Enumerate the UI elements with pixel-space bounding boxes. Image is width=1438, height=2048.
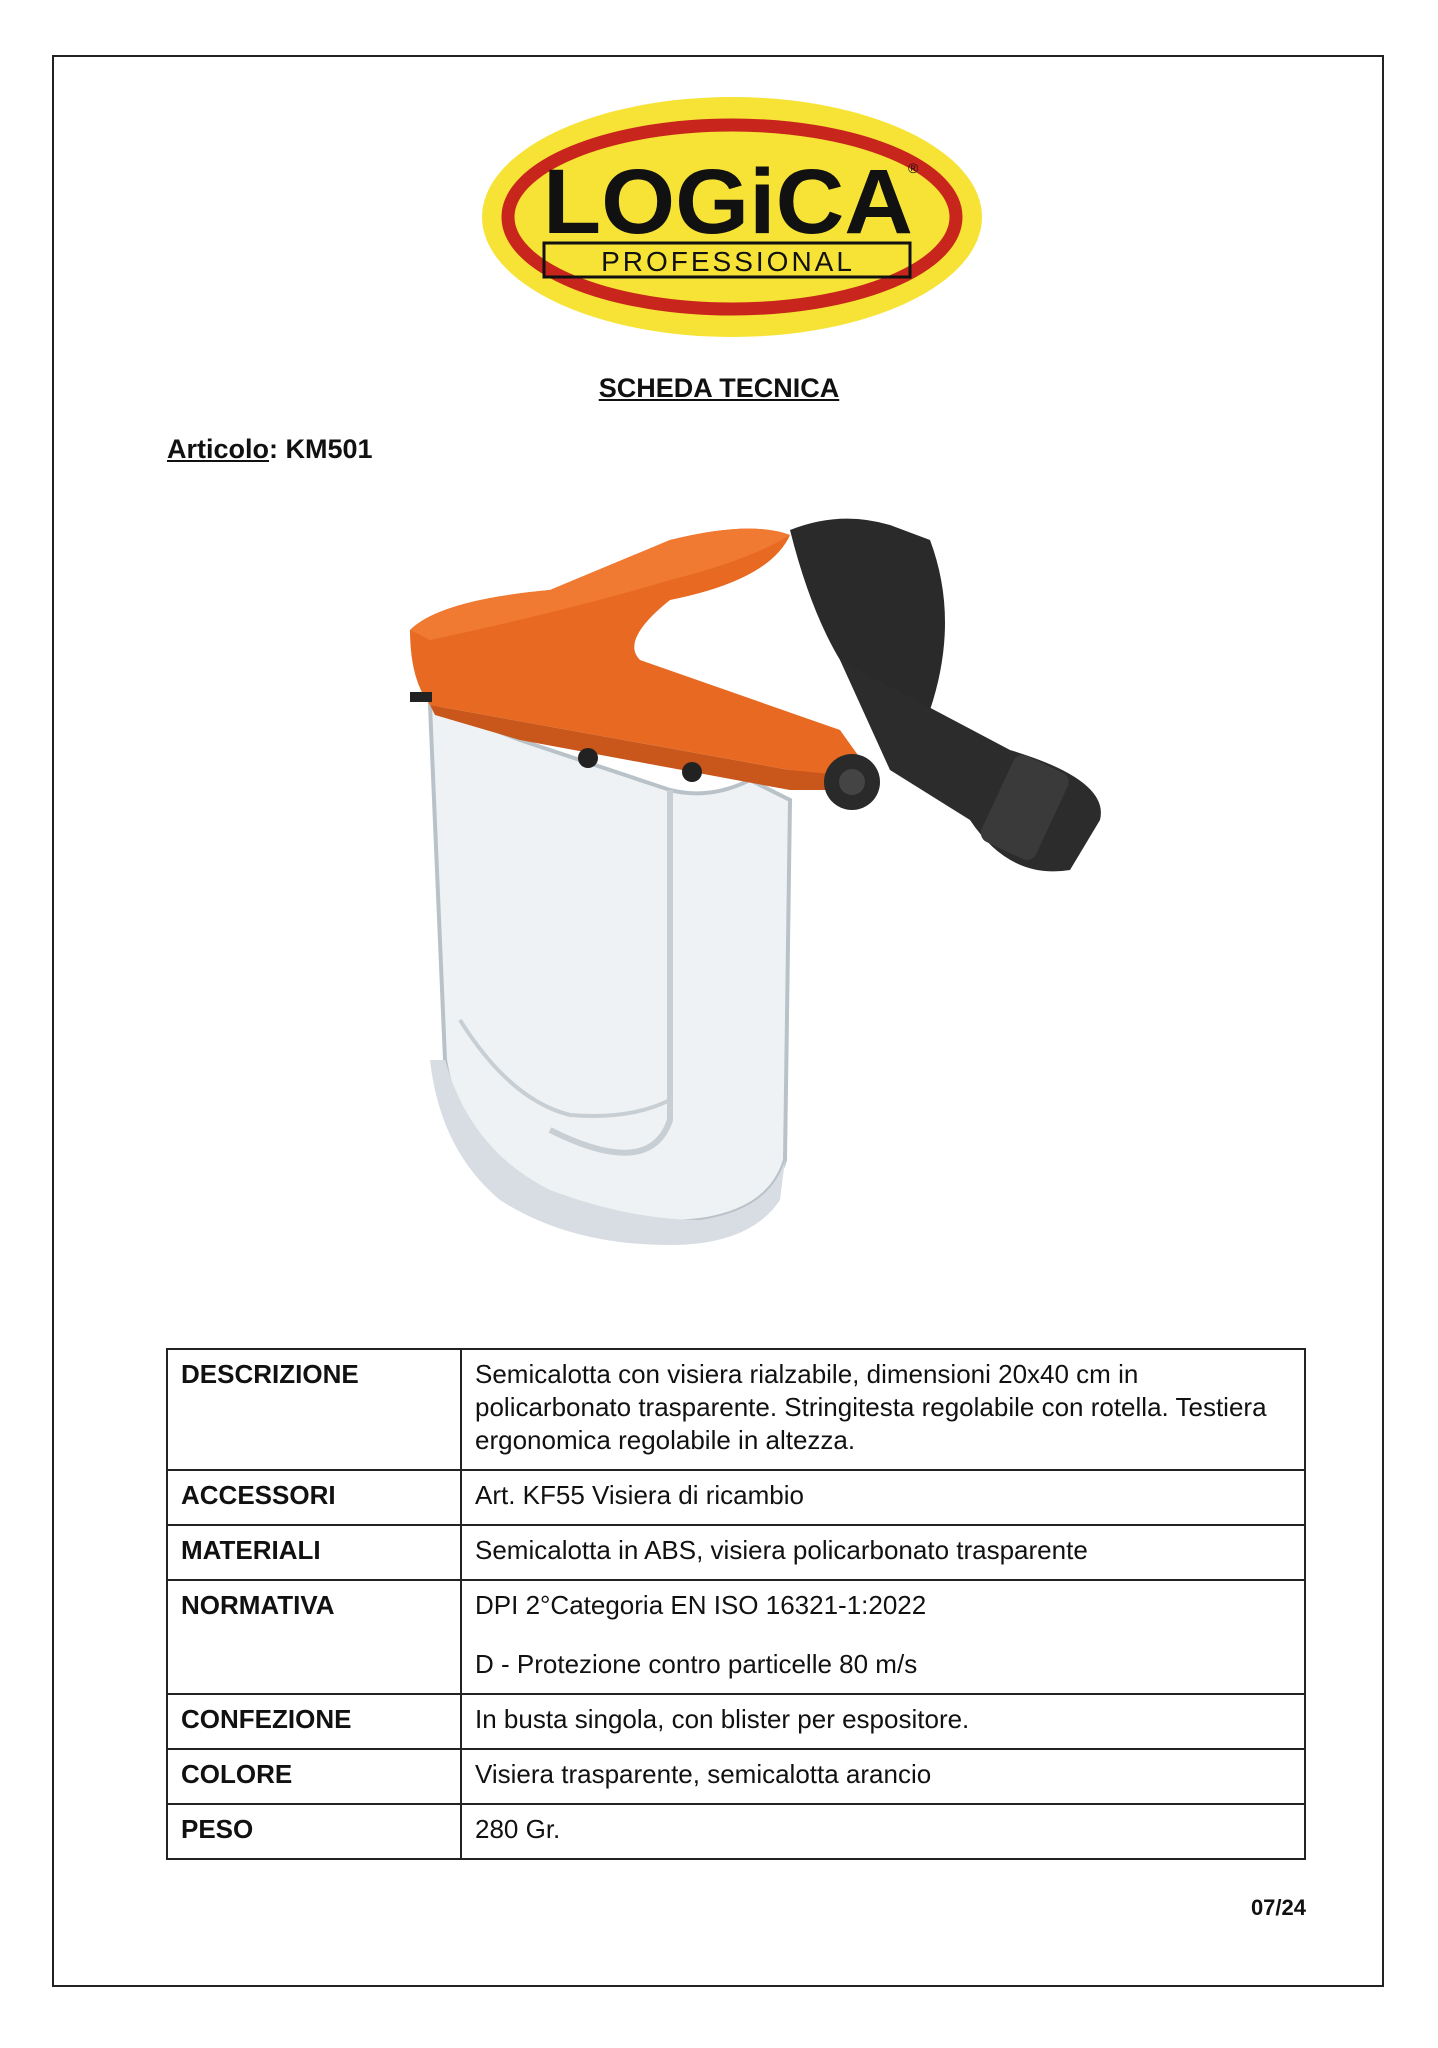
spec-key: COLORE xyxy=(167,1749,461,1804)
spec-value: DPI 2°Categoria EN ISO 16321-1:2022 D - Protezione contro particelle 80 m/s xyxy=(461,1580,1305,1694)
spec-row-accessori xyxy=(167,1470,1305,1525)
spec-value: In busta singola, con blister per espositore. xyxy=(461,1694,1305,1749)
spec-value: Visiera trasparente, semicalotta arancio xyxy=(461,1749,1305,1804)
spec-key: ACCESSORI xyxy=(167,1470,461,1525)
spec-row-normativa xyxy=(167,1580,1305,1694)
spec-key: NORMATIVA xyxy=(167,1580,461,1694)
spec-key: PESO xyxy=(167,1804,461,1859)
spec-value: Semicalotta con visiera rialzabile, dimensioni 20x40 cm in policarbonato trasparente. Stringitesta regolabile con rotella. Testiera ergonomica regolabile in altezza. xyxy=(461,1349,1305,1470)
spec-key: DESCRIZIONE xyxy=(167,1349,461,1470)
spec-value: Semicalotta in ABS, visiera policarbonato trasparente xyxy=(461,1525,1305,1580)
face-shield-image xyxy=(370,500,1130,1270)
logo-sub: PROFESSIONAL xyxy=(601,246,855,277)
spec-row-colore xyxy=(167,1749,1305,1804)
spec-value: Art. KF55 Visiera di ricambio xyxy=(461,1470,1305,1525)
spec-row-descrizione xyxy=(167,1349,1305,1470)
logica-logo xyxy=(480,95,985,340)
page-title: SCHEDA TECNICA xyxy=(598,373,840,403)
spec-row-peso xyxy=(167,1804,1305,1859)
spec-key: CONFEZIONE xyxy=(167,1694,461,1749)
spec-value: 280 Gr. xyxy=(461,1804,1305,1859)
article-code: KM501 xyxy=(285,434,373,464)
article-line: Articolo: KM501 xyxy=(167,434,373,464)
spec-row-materiali xyxy=(167,1525,1305,1580)
article-label: Articolo xyxy=(167,434,270,464)
spec-row-confezione xyxy=(167,1694,1305,1749)
page-number: 07/24 xyxy=(1250,1895,1306,1920)
spec-table xyxy=(166,1348,1306,1860)
logo-registered: ® xyxy=(908,160,919,176)
logo-brand: LOGiCA xyxy=(543,151,913,253)
spec-key: MATERIALI xyxy=(167,1525,461,1580)
